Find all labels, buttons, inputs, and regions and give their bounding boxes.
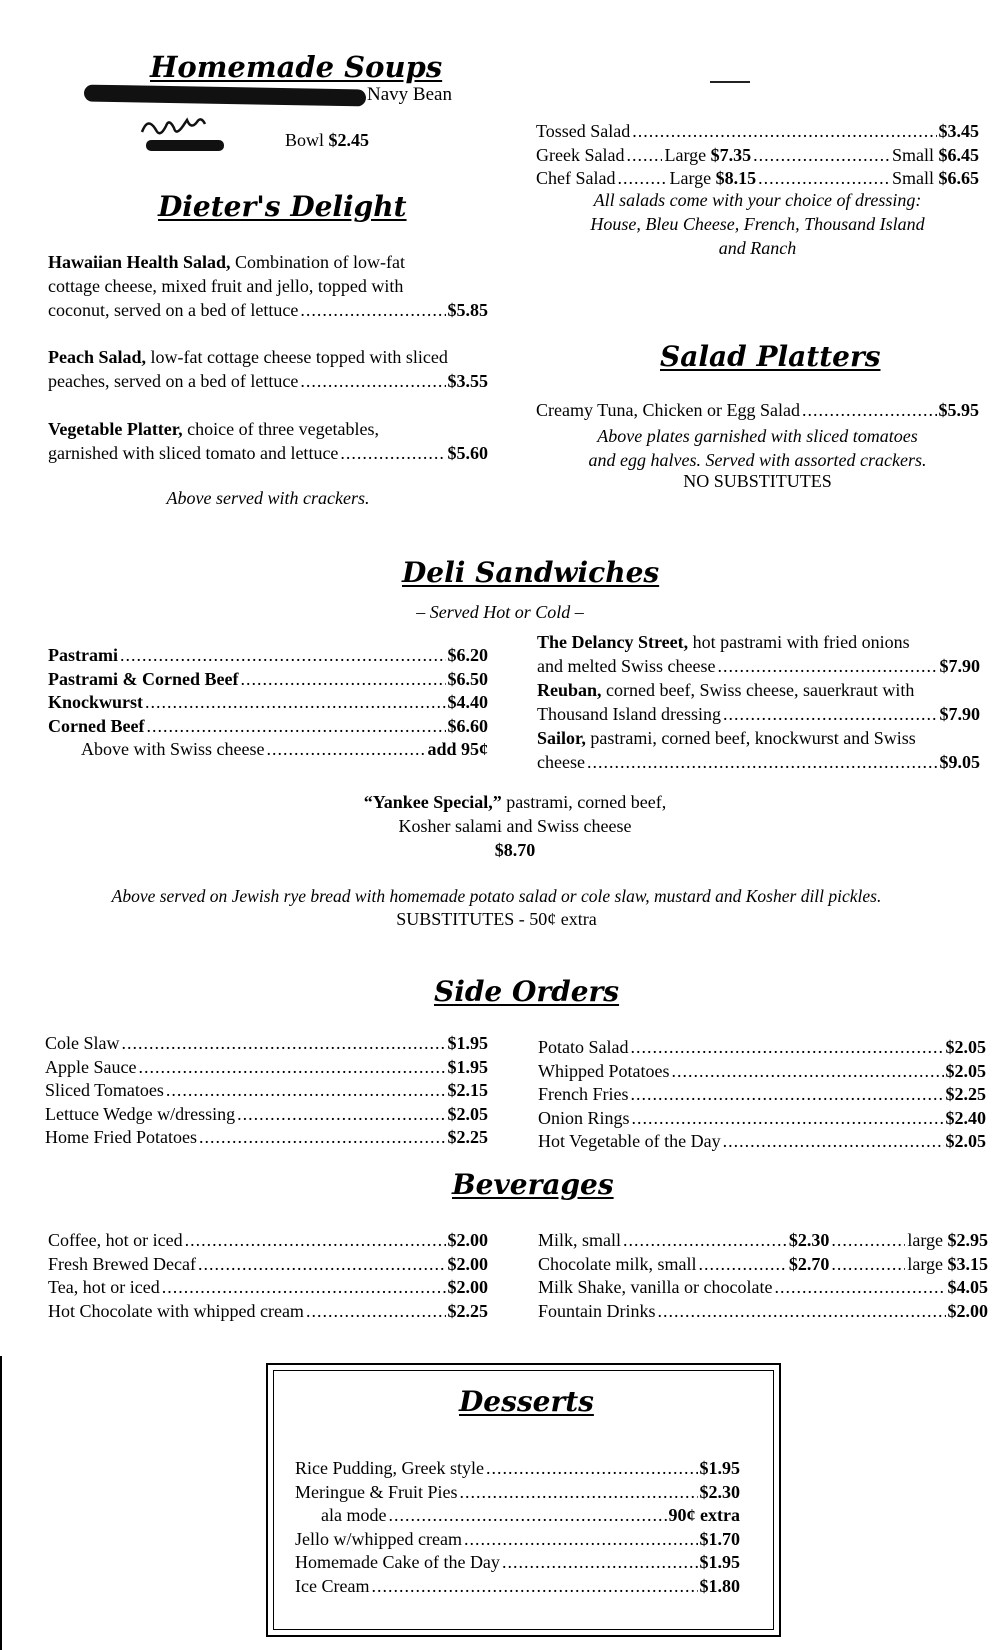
beverage-name: Hot Chocolate with whipped cream [48, 1300, 304, 1321]
deli-price: $7.90 [939, 704, 980, 724]
beverage-large-price: $2.95 [947, 1230, 988, 1250]
deli-right-line [537, 654, 980, 678]
side-row [45, 1126, 488, 1150]
side-name: Home Fried Potatoes [45, 1127, 197, 1147]
item-price: $5.60 [447, 443, 488, 463]
salads-note-line: House, Bleu Cheese, French, Thousand Island [590, 214, 925, 234]
salad-row [536, 120, 979, 144]
beverage-name: Milk, small [538, 1230, 622, 1250]
side-name: Hot Vegetable of the Day [538, 1131, 721, 1151]
deli-name: Above with Swiss cheese [81, 739, 265, 759]
side-name: Onion Rings [538, 1107, 630, 1128]
redaction-scribble [84, 85, 366, 107]
side-price: $2.25 [945, 1084, 986, 1104]
soup-bowl-label: Bowl [285, 130, 325, 150]
sides-right-list [538, 1036, 986, 1154]
dessert-name: Rice Pudding, Greek style [295, 1458, 484, 1478]
deli-desc: hot pastrami with fried onions [692, 632, 910, 652]
platter-name: Creamy Tuna, Chicken or Egg Salad [536, 400, 800, 420]
dieters-item-peach [48, 345, 488, 393]
beverage-row [48, 1253, 488, 1277]
salads-note [536, 188, 979, 260]
deli-price: $7.90 [939, 656, 980, 676]
side-name: Lettuce Wedge w/dressing [45, 1103, 236, 1124]
deli-name: Pastrami [48, 645, 118, 665]
dessert-row [295, 1504, 740, 1528]
salad-large-price: $7.35 [710, 144, 752, 165]
beverage-small-price: $2.30 [788, 1230, 830, 1250]
side-price: $1.95 [447, 1033, 488, 1053]
dessert-price: 90¢ extra [668, 1505, 740, 1525]
sides-title: Side Orders [434, 975, 620, 1008]
beverages-right-list [538, 1229, 988, 1323]
beverage-price: $2.00 [447, 1230, 488, 1250]
beverage-price: $2.00 [447, 1277, 488, 1297]
salad-small-label: Small [891, 168, 934, 188]
deli-right-line [537, 630, 980, 654]
side-price: $2.05 [945, 1060, 986, 1081]
item-desc: peaches, served on a bed of lettuce [48, 371, 299, 391]
deli-name: Sailor, [537, 728, 586, 748]
page-edge-line [0, 1356, 2, 1650]
soups-title: Homemade Soups [150, 50, 443, 84]
deli-name: The Delancy Street, [537, 632, 689, 652]
item-desc: low-fat cottage cheese topped with sliced [150, 347, 448, 367]
beverage-row [48, 1300, 488, 1324]
salad-name: Tossed Salad [536, 121, 631, 141]
soup-partial-text: Navy Bean [367, 84, 452, 105]
deli-name: Knockwurst [48, 692, 144, 712]
deli-right-list [537, 630, 980, 774]
dessert-name: ala mode [321, 1505, 387, 1525]
item-price: $3.55 [447, 371, 488, 391]
item-desc: garnished with sliced tomato and lettuce [48, 443, 339, 463]
salads-note-line: and Ranch [718, 238, 797, 258]
deli-price: $9.05 [939, 752, 980, 772]
item-desc: coconut, served on a bed of lettuce [48, 300, 299, 320]
salad-small-price: $6.65 [938, 168, 979, 188]
deli-price: $6.60 [447, 715, 488, 736]
platter-price: $5.95 [938, 400, 979, 420]
beverage-row [48, 1276, 488, 1300]
deli-name: Reuban, [537, 680, 602, 700]
dessert-name: Homemade Cake of the Day [295, 1552, 500, 1572]
salad-price: $3.45 [938, 121, 979, 141]
dieters-title: Dieter's Delight [158, 190, 407, 223]
deli-right-line [537, 750, 980, 774]
side-price: $2.40 [945, 1107, 986, 1128]
dessert-row [295, 1551, 740, 1575]
salads-list [536, 120, 979, 191]
beverage-name: Chocolate milk, small [538, 1253, 697, 1274]
side-row [538, 1083, 986, 1107]
platter-item [536, 399, 979, 423]
platters-note-line: Above plates garnished with sliced tomatoes [597, 426, 918, 446]
side-row [538, 1036, 986, 1060]
salad-small-label: Small [891, 144, 934, 165]
dessert-row [295, 1528, 740, 1552]
soup-bowl [285, 130, 369, 151]
item-desc: choice of three vegetables, [187, 419, 380, 439]
deli-right-line [537, 678, 980, 702]
side-price: $2.05 [447, 1103, 488, 1124]
deli-name: Corned Beef [48, 715, 145, 736]
beverage-price: $2.00 [447, 1253, 488, 1274]
side-price: $1.95 [447, 1056, 488, 1077]
side-price: $2.05 [945, 1131, 986, 1151]
deli-title: Deli Sandwiches [402, 556, 660, 589]
deli-desc: and melted Swiss cheese [537, 656, 716, 676]
side-name: Cole Slaw [45, 1033, 120, 1053]
beverage-row [538, 1276, 988, 1300]
item-name: Peach Salad, [48, 347, 147, 367]
salad-name: Chef Salad [536, 168, 616, 188]
desserts-title: Desserts [459, 1385, 594, 1418]
yankee-name: “Yankee Special,” [363, 792, 502, 812]
deli-price: $6.50 [447, 668, 488, 689]
beverage-large-label: large [907, 1230, 943, 1250]
beverage-name: Tea, hot or iced [48, 1277, 160, 1297]
dessert-row [295, 1575, 740, 1599]
deli-desc: Thousand Island dressing [537, 704, 721, 724]
item-name: Hawaiian Health Salad, [48, 252, 231, 272]
side-row [45, 1056, 488, 1080]
item-desc: Combination of low-fat [235, 252, 406, 272]
deli-subtitle: – Served Hot or Cold – [416, 602, 584, 622]
salad-large-label: Large [664, 144, 707, 165]
salads-heading-mark [710, 75, 750, 83]
salads-note-line: All salads come with your choice of dressing: [593, 190, 922, 210]
side-name: Potato Salad [538, 1037, 629, 1057]
platters-no-substitutes: NO SUBSTITUTES [683, 471, 832, 491]
beverage-price: $2.25 [447, 1300, 488, 1321]
deli-row [48, 644, 488, 668]
dessert-price: $1.80 [699, 1575, 740, 1596]
soup-bowl-price: $2.45 [328, 130, 370, 150]
salad-row [536, 167, 979, 191]
deli-yankee-special [250, 790, 780, 862]
beverage-large-label: large [907, 1253, 943, 1274]
salad-name: Greek Salad [536, 144, 625, 165]
platters-note-line: and egg halves. Served with assorted crackers. [588, 450, 927, 470]
beverage-name: Fountain Drinks [538, 1300, 656, 1321]
beverage-row [538, 1253, 988, 1277]
deli-desc: corned beef, Swiss cheese, sauerkraut with [606, 680, 915, 700]
dieters-item-hawaiian [48, 250, 488, 322]
beverage-small-price: $2.70 [788, 1253, 830, 1274]
deli-left-list [48, 644, 488, 762]
dessert-name: Ice Cream [295, 1575, 370, 1596]
side-row [538, 1060, 986, 1084]
deli-desc: pastrami, corned beef, knockwurst and Swiss [590, 728, 916, 748]
dessert-price: $2.30 [699, 1481, 740, 1502]
side-row [538, 1130, 986, 1154]
deli-substitutes: SUBSTITUTES - 50¢ extra [396, 909, 597, 929]
beverage-name: Fresh Brewed Decaf [48, 1253, 196, 1274]
sides-left-list [45, 1032, 488, 1150]
beverage-price: $4.05 [947, 1277, 988, 1297]
salad-small-price: $6.45 [938, 144, 979, 165]
deli-name: Pastrami & Corned Beef [48, 668, 239, 689]
dieters-note: Above served with crackers. [166, 488, 370, 508]
dessert-row [295, 1457, 740, 1481]
deli-right-line [537, 702, 980, 726]
deli-row [48, 691, 488, 715]
side-price: $2.05 [945, 1037, 986, 1057]
dessert-price: $1.95 [699, 1552, 740, 1572]
beverage-name: Milk Shake, vanilla or chocolate [538, 1277, 773, 1297]
desserts-list [295, 1457, 740, 1598]
dessert-name: Meringue & Fruit Pies [295, 1481, 458, 1502]
platters-note [536, 424, 979, 472]
beverage-row [538, 1300, 988, 1324]
dieters-item-vegetable [48, 417, 488, 465]
deli-right-line [537, 726, 980, 750]
side-row [45, 1032, 488, 1056]
platters-title: Salad Platters [660, 340, 881, 373]
side-name: Whipped Potatoes [538, 1060, 670, 1081]
deli-desc: cheese [537, 752, 585, 772]
deli-note: Above served on Jewish rye bread with homemade potato salad or cole slaw, mustard and Kosher dill pickles. [111, 886, 882, 906]
deli-row-swiss [48, 738, 488, 762]
beverage-large-price: $3.15 [947, 1253, 988, 1274]
beverages-left-list [48, 1229, 488, 1323]
side-price: $2.15 [447, 1080, 488, 1100]
yankee-desc: Kosher salami and Swiss cheese [398, 816, 632, 836]
deli-price: $4.40 [447, 692, 488, 712]
beverage-row [48, 1229, 488, 1253]
yankee-desc: pastrami, corned beef, [506, 792, 667, 812]
side-name: Apple Sauce [45, 1056, 137, 1077]
salad-large-label: Large [669, 168, 712, 188]
side-name: Sliced Tomatoes [45, 1080, 164, 1100]
dessert-price: $1.95 [699, 1458, 740, 1478]
beverages-title: Beverages [452, 1168, 614, 1201]
beverage-name: Coffee, hot or iced [48, 1230, 183, 1250]
beverage-row [538, 1229, 988, 1253]
beverage-price: $2.00 [947, 1300, 988, 1321]
dessert-name: Jello w/whipped cream [295, 1528, 462, 1549]
item-price: $5.85 [447, 300, 488, 320]
deli-price: add 95¢ [427, 739, 488, 759]
handwritten-scribble [138, 112, 238, 154]
side-row [538, 1107, 986, 1131]
salad-large-price: $8.15 [715, 168, 757, 188]
yankee-price: $8.70 [494, 840, 536, 860]
dessert-price: $1.70 [699, 1528, 740, 1549]
deli-row [48, 715, 488, 739]
item-desc: cottage cheese, mixed fruit and jello, topped with [48, 276, 404, 296]
side-name: French Fries [538, 1084, 629, 1104]
deli-row [48, 668, 488, 692]
item-name: Vegetable Platter, [48, 419, 183, 439]
deli-price: $6.20 [447, 645, 488, 665]
salad-row [536, 144, 979, 168]
side-row [45, 1103, 488, 1127]
side-price: $2.25 [447, 1127, 488, 1147]
dessert-row [295, 1481, 740, 1505]
side-row [45, 1079, 488, 1103]
